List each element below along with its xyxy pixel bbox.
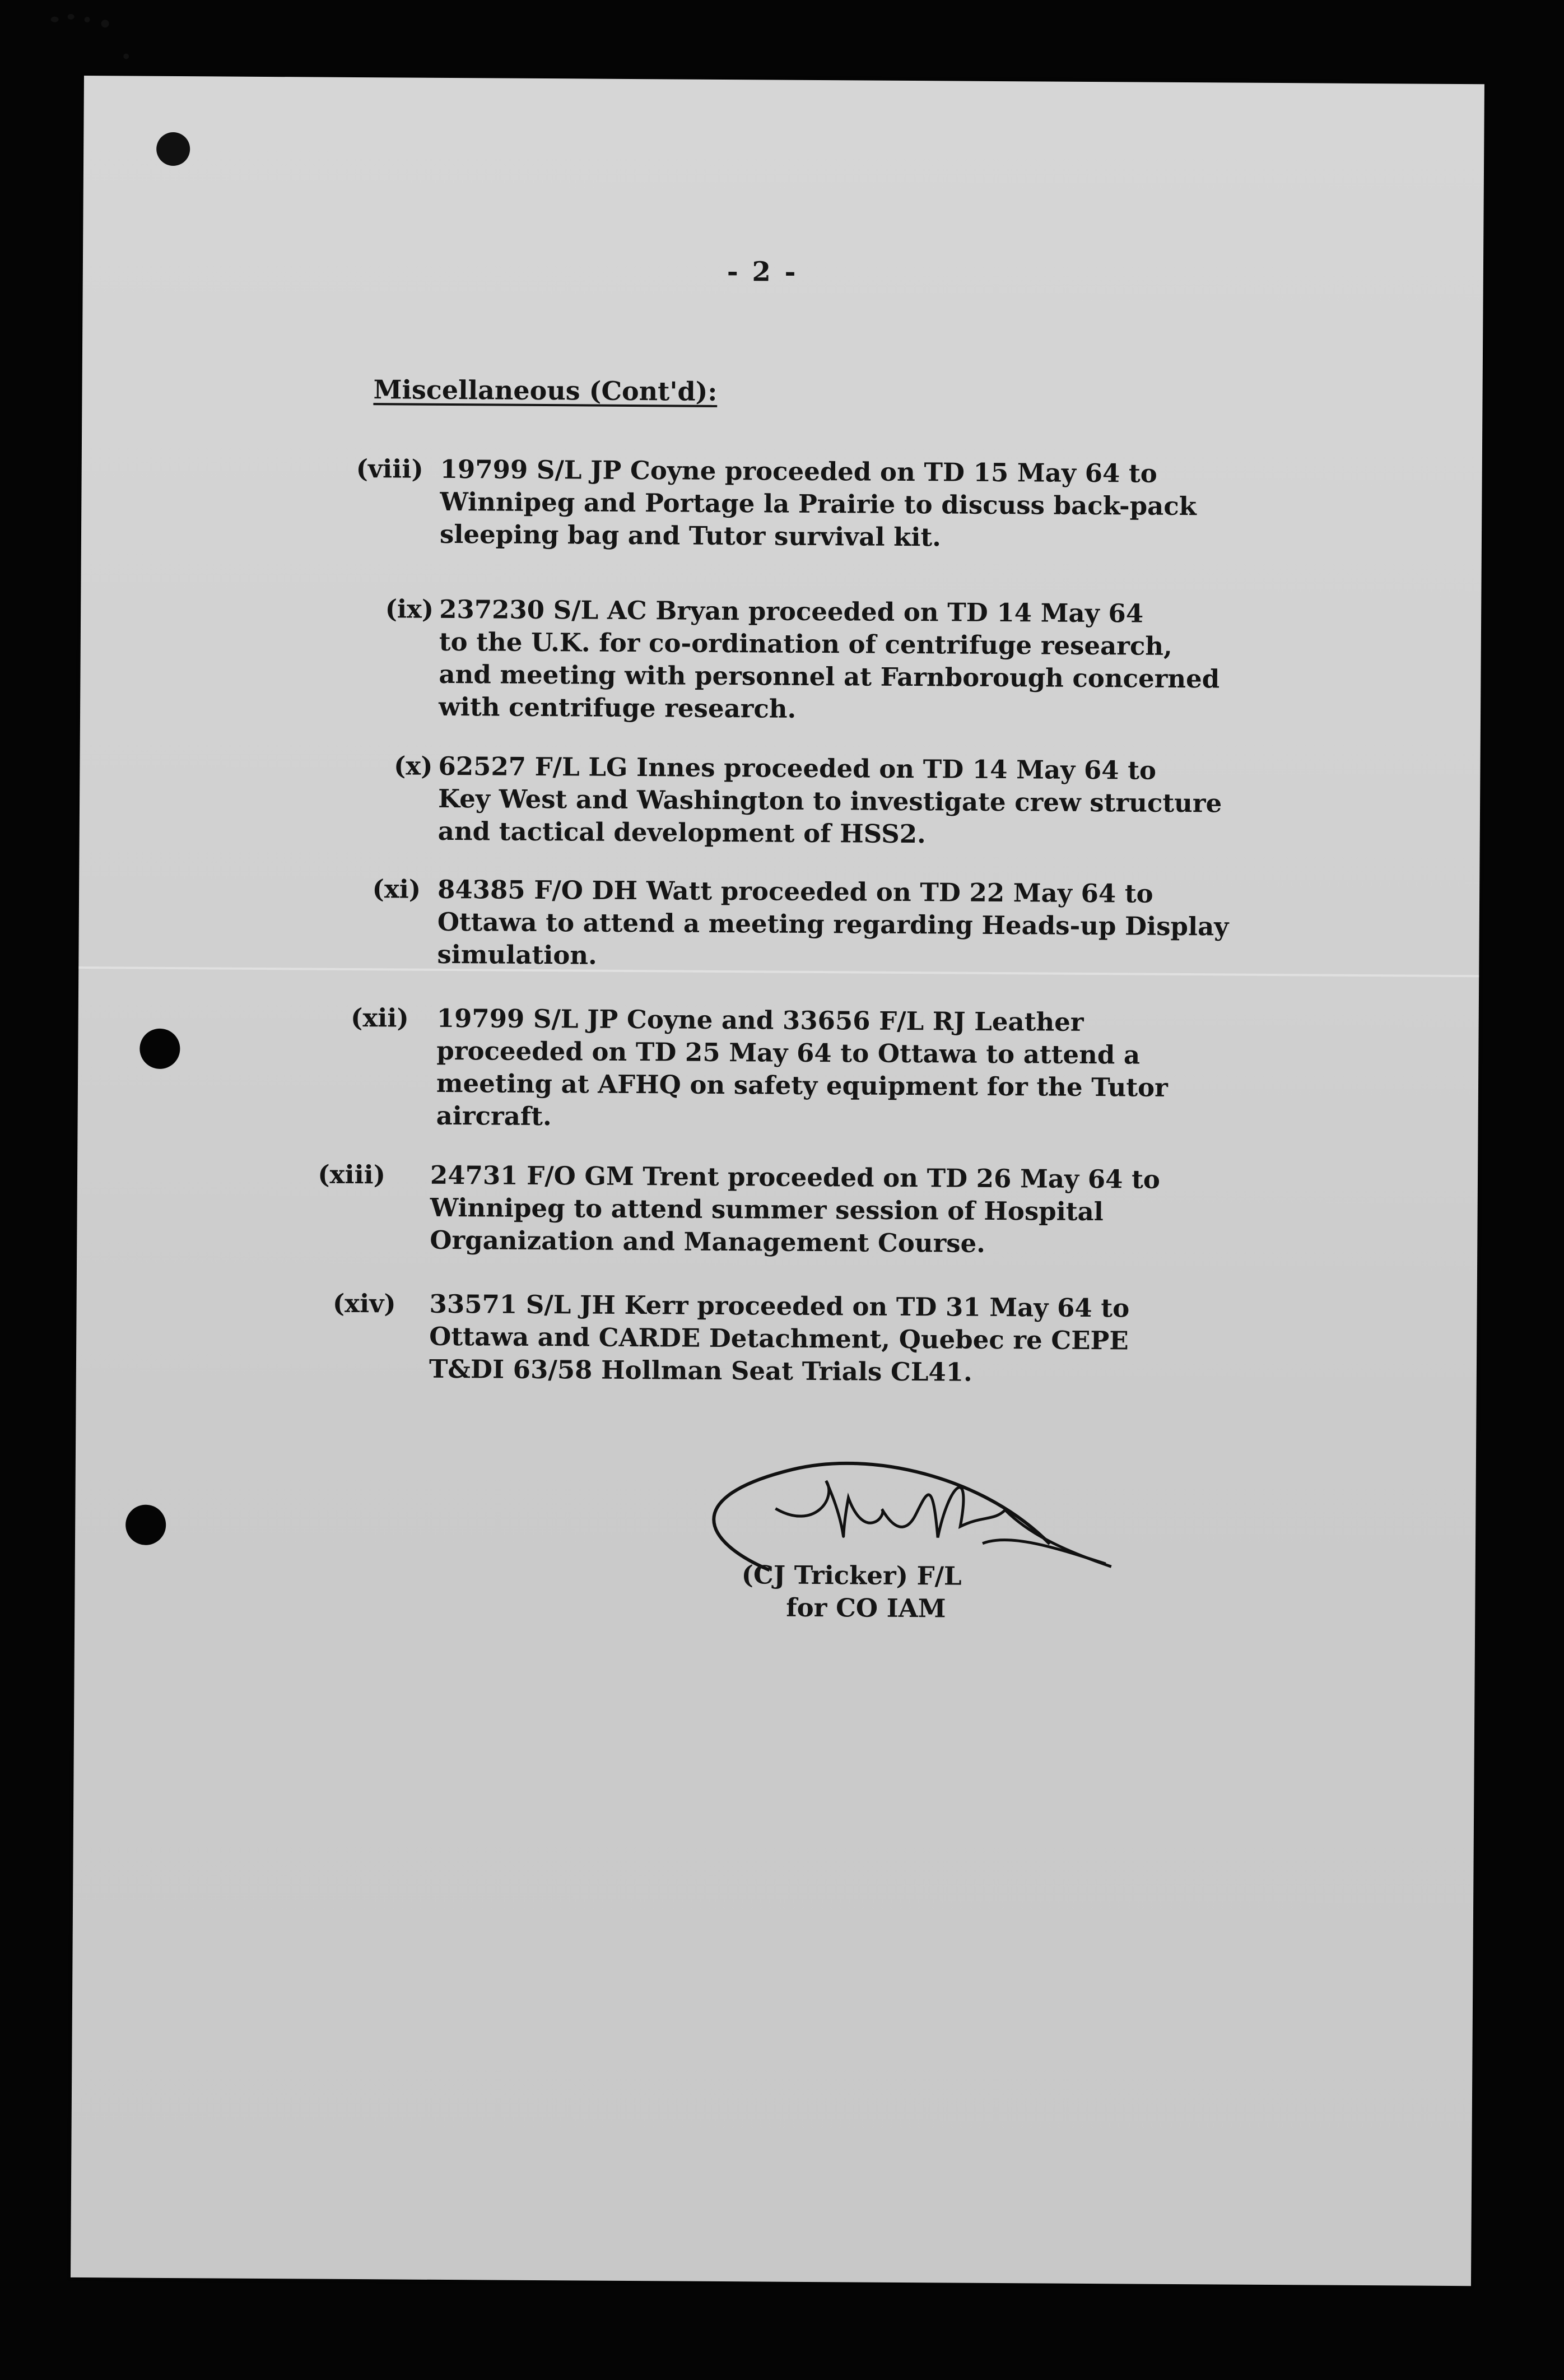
section-heading: Miscellaneous (Cont'd): [373, 374, 718, 407]
ink-speck [123, 53, 129, 59]
item-number: (xiv) [332, 1288, 396, 1319]
item-line: 24731 F/O GM Trent proceeded on TD 26 May 64 to [430, 1160, 1161, 1194]
punch-hole-lower [125, 1505, 166, 1545]
item-number: (xii) [350, 1002, 409, 1033]
item-line: with centrifuge research. [438, 691, 797, 724]
item-text [429, 1288, 1270, 1391]
item-number: (xiii) [318, 1159, 386, 1190]
item-line: 33571 S/L JH Kerr proceeded on TD 31 May 64 to [429, 1289, 1130, 1323]
item-line: sleeping bag and Tutor survival kit. [439, 519, 942, 552]
item-line: proceeded on TD 25 May 64 to Ottawa to attend a [436, 1035, 1141, 1070]
signatory-role: for CO IAM [786, 1592, 946, 1624]
item-line: T&DI 63/58 Hollman Seat Trials CL41. [429, 1354, 972, 1387]
ink-speck [51, 17, 59, 22]
item-line: and tactical development of HSS2. [437, 816, 926, 849]
item-text [439, 593, 1279, 728]
item-text [436, 1002, 1277, 1137]
item-line: Organization and Management Course. [430, 1225, 986, 1258]
item-line: 19799 S/L JP Coyne proceeded on TD 15 May 64 to [440, 454, 1157, 489]
item-text [437, 873, 1278, 976]
punch-hole-upper [139, 1029, 180, 1069]
item-text [430, 1159, 1270, 1262]
item-line: Key West and Washington to investigate crew structure [437, 783, 1222, 819]
item-number: (ix) [385, 594, 434, 624]
item-line: meeting at AFHQ on safety equipment for the Tutor [436, 1068, 1169, 1103]
item-line: Winnipeg and Portage la Prairie to discuss back-pack [440, 486, 1197, 522]
item-line: 19799 S/L JP Coyne and 33656 F/L RJ Leather [436, 1003, 1084, 1037]
item-number: (x) [393, 751, 433, 781]
signatory-name: (CJ Tricker) F/L [741, 1560, 962, 1591]
item-line: to the U.K. for co-ordination of centrifuge research, [439, 626, 1172, 661]
item-number: (viii) [356, 453, 423, 484]
item-line: 237230 S/L AC Bryan proceeded on TD 14 May 64 [439, 594, 1144, 629]
item-line: Ottawa and CARDE Detachment, Quebec re CEPE [429, 1321, 1129, 1356]
ink-speck [68, 14, 75, 20]
item-line: aircraft. [436, 1100, 552, 1132]
ink-speck [85, 17, 90, 22]
item-line: 62527 F/L LG Innes proceeded on TD 14 May 64 to [438, 751, 1157, 785]
ink-speck [101, 20, 109, 27]
item-number: (xi) [372, 874, 421, 904]
page-number: - 2 - [727, 256, 798, 288]
item-text [440, 453, 1281, 556]
item-text [438, 750, 1279, 853]
item-line: simulation. [437, 939, 597, 970]
item-line: and meeting with personnel at Farnborough concerned [439, 659, 1220, 694]
item-line: Winnipeg to attend summer session of Hospital [430, 1192, 1104, 1227]
signature-block [741, 1559, 962, 1625]
document-page [71, 76, 1484, 2286]
ink-speck [156, 132, 190, 166]
item-line: 84385 F/O DH Watt proceeded on TD 22 May 64 to [437, 874, 1153, 909]
item-line: Ottawa to attend a meeting regarding Heads-up Display [437, 907, 1229, 942]
